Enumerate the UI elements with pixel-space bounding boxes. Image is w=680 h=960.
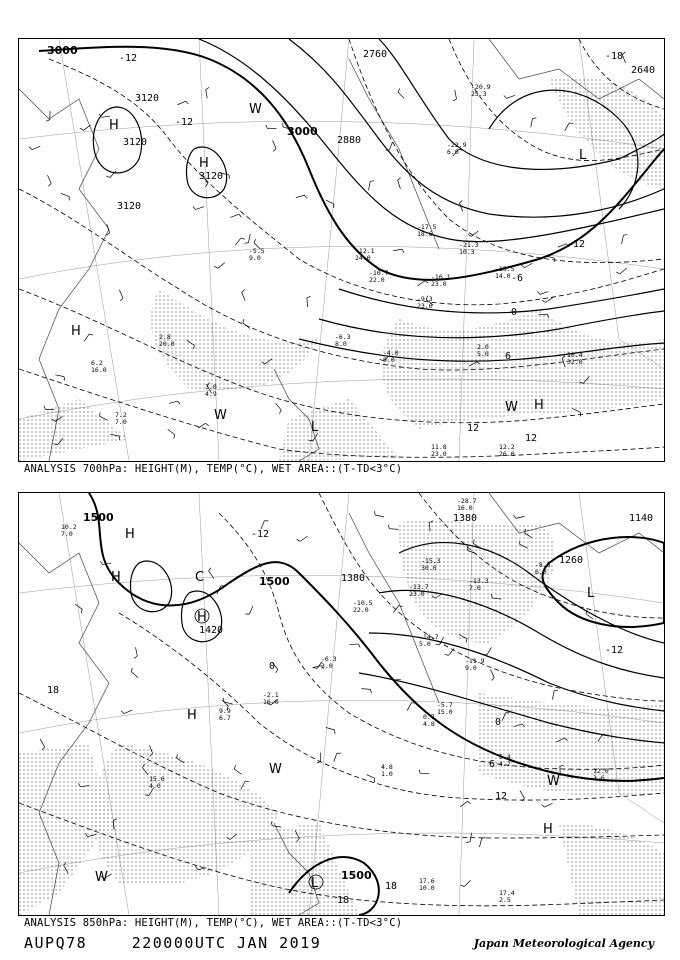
height-label: 3120 [199, 171, 224, 182]
temp-label: -12 [119, 53, 138, 64]
wind-barb-staff [490, 669, 494, 677]
wind-barb-staff [32, 146, 40, 149]
wind-barb-staff [464, 880, 470, 886]
wind-barb-feather [305, 195, 307, 198]
wind-barb-feather [459, 200, 462, 203]
station-dewpoint-depression: 24.0 [355, 254, 371, 262]
station-dewpoint-depression: 32.0 [567, 358, 583, 366]
station-dewpoint-depression: 25.3 [471, 90, 487, 98]
temp-label: 18 [337, 895, 350, 906]
station-dewpoint-depression: 9.0 [465, 664, 477, 672]
station-dewpoint-depression: 15.0 [437, 708, 453, 716]
wind-barb-feather [554, 258, 555, 262]
wind-barb-feather [276, 669, 278, 672]
station-temperature: -6.3 [335, 333, 351, 341]
station-dewpoint-depression: 4.8 [423, 720, 435, 728]
wind-barb-staff [168, 429, 175, 434]
height-label: 3000 [47, 44, 78, 57]
high-center-symbol: H [543, 822, 553, 837]
wind-barb-staff [544, 803, 552, 807]
station-dewpoint-depression: 16.0 [263, 698, 279, 706]
temp-label: 0 [511, 307, 518, 318]
wind-barb-feather [466, 842, 470, 843]
station-dewpoint-depression: 6.0 [535, 568, 547, 576]
wind-barb-feather [542, 300, 545, 302]
caption-700hpa: ANALYSIS 700hPa: HEIGHT(M), TEMP(°C), WET AREA::(T-TD<3°C) [24, 463, 403, 475]
wind-barb-staff [620, 268, 627, 274]
station-dewpoint-depression: 5.0 [419, 640, 431, 648]
station-dewpoint-depression: 8.0 [335, 340, 347, 348]
wind-barb-staff [375, 515, 384, 517]
station-temperature: -10.7 [369, 269, 389, 277]
height-label: 1420 [199, 625, 224, 636]
wind-barb-feather [467, 801, 470, 803]
wind-barb-staff [460, 801, 467, 806]
wind-barb-staff [83, 125, 90, 130]
wind-barb-staff [261, 521, 264, 529]
valid-time: 220000UTC JAN 2019 [131, 934, 322, 952]
station-temperature: -20.9 [471, 83, 491, 91]
high-center-symbol: H [109, 118, 119, 133]
station-dewpoint-depression: 1.0 [381, 770, 393, 778]
temp-label: 12 [467, 423, 480, 434]
wind-barb-feather [419, 770, 420, 774]
temp-label: 0 [495, 717, 502, 728]
wind-barb-feather [297, 539, 300, 541]
temp-label: -12 [175, 117, 194, 128]
wind-barb-feather [186, 101, 189, 104]
wind-barb-feather [193, 207, 196, 210]
wind-barb-staff [525, 263, 533, 267]
wind-barb-feather [134, 656, 137, 658]
temp-label: -6 [511, 273, 524, 284]
station-dewpoint-depression: 16.0 [91, 366, 107, 374]
temp-label: -12 [567, 239, 586, 250]
station-temperature: 15.6 [149, 775, 165, 783]
wind-barb-staff [552, 691, 554, 700]
station-temperature: 11.8 [431, 443, 447, 451]
wind-barb-feather [81, 609, 82, 613]
wind-barb-feather [100, 561, 102, 564]
wind-barb-feather [254, 239, 256, 243]
wind-barb-staff [393, 249, 402, 250]
station-temperature: -5.7 [437, 701, 453, 709]
station-dewpoint-depression: 30.0 [421, 564, 437, 572]
temp-label: 12 [495, 791, 508, 802]
high-center-symbol: H [71, 324, 81, 339]
wind-barb-feather [445, 654, 449, 655]
station-temperature: 17.6 [419, 877, 435, 885]
station-dewpoint-depression: 23.0 [431, 280, 447, 288]
station-dewpoint-depression: 26.0 [499, 450, 515, 458]
wind-barb-feather [317, 762, 321, 763]
wind-barb-staff [389, 142, 392, 150]
wind-barb-feather [121, 711, 124, 714]
wind-barb-staff [273, 140, 276, 148]
station-temperature: -9.3 [417, 295, 433, 303]
station-temperature: -2.1 [263, 691, 279, 699]
wind-barb-feather [616, 272, 619, 274]
wind-barb-staff [243, 323, 250, 328]
station-temperature: 5.4 [499, 753, 511, 761]
station-dewpoint-depression: 2.5 [499, 896, 511, 904]
height-label: 1260 [559, 555, 584, 566]
wind-barb-staff [459, 203, 462, 211]
station-dewpoint-depression: 10.0 [419, 884, 435, 892]
wind-barb-feather [521, 265, 524, 268]
wind-barb-staff [206, 89, 208, 98]
wind-barb-feather [398, 88, 400, 92]
station-temperature: -6.3 [321, 655, 337, 663]
station-dewpoint-depression: 23.0 [409, 590, 425, 598]
station-dewpoint-depression: 18.6 [417, 230, 433, 238]
cold-center-symbol: C [195, 570, 205, 585]
weather-map-850hpa [19, 493, 664, 915]
wind-barb-staff [300, 536, 307, 541]
station-temperature: 9.9 [219, 707, 231, 715]
wind-barb-staff [622, 235, 624, 244]
wind-barb-staff [418, 281, 425, 286]
wind-barb-feather [514, 515, 516, 518]
station-temperature: -8.5 [535, 561, 551, 569]
high-center-symbol: H [534, 398, 544, 413]
wind-barb-feather [266, 125, 268, 129]
warm-symbol: W [249, 102, 262, 117]
station-dewpoint-depression: 22.0 [353, 606, 369, 614]
warm-symbol: W [547, 774, 560, 789]
wind-barb-staff [540, 292, 549, 295]
height-label: 2760 [363, 49, 388, 60]
wind-barb-feather [243, 319, 244, 323]
wind-barb-staff [218, 263, 225, 269]
station-temperature: 0.7 [423, 713, 435, 721]
wind-barb-staff [487, 647, 492, 655]
wind-barb-feather [174, 435, 175, 439]
wind-barb-staff [516, 516, 525, 518]
warm-symbol: W [214, 408, 227, 423]
wind-barb-feather [554, 690, 558, 691]
wind-barb-feather [425, 281, 428, 283]
wind-barb-staff [75, 604, 82, 609]
station-dewpoint-depression: 9.0 [249, 254, 261, 262]
station-dewpoint-depression: 7.0 [469, 584, 481, 592]
wind-barb-feather [89, 334, 93, 335]
wind-barb-staff [407, 703, 411, 711]
station-temperature: 17.4 [499, 889, 515, 897]
wind-barb-staff [393, 606, 399, 613]
wind-barb-staff [124, 710, 132, 714]
station-dewpoint-depression: 10.3 [459, 248, 475, 256]
height-label: 2640 [631, 65, 656, 76]
caption-850hpa: ANALYSIS 850hPa: HEIGHT(M), TEMP(°C), WET AREA::(T-TD<3°C) [24, 917, 403, 929]
height-label: 1380 [453, 513, 478, 524]
wind-barb-staff [480, 838, 482, 847]
wind-barb-feather [461, 885, 465, 887]
wind-barb-feather [242, 290, 245, 293]
station-dewpoint-depression: 4.9 [205, 390, 217, 398]
wind-barb-feather [402, 249, 404, 252]
station-temperature: 2.0 [477, 343, 489, 351]
low-center-symbol: L [311, 876, 319, 891]
station-temperature: -17.5 [417, 223, 437, 231]
wind-barb-staff [471, 231, 478, 237]
wind-barb-feather [623, 235, 627, 236]
wind-barb-feather [398, 178, 401, 181]
wind-barb-feather [245, 243, 249, 244]
height-label: 3120 [135, 93, 160, 104]
weather-map-700hpa [19, 39, 664, 461]
station-temperature: -4.0 [383, 349, 399, 357]
wind-barb-staff [326, 200, 334, 204]
wind-barb-staff [248, 234, 250, 243]
station-temperature: -28.7 [457, 497, 477, 505]
wind-barb-staff [276, 403, 282, 410]
high-center-symbol: H [197, 610, 207, 625]
temp-label: 18 [47, 685, 60, 696]
wind-barb-staff [334, 753, 337, 761]
temp-label: 18 [385, 881, 398, 892]
wind-barb-staff [119, 290, 123, 298]
warm-symbol: W [269, 762, 282, 777]
wind-barb-staff [369, 181, 371, 190]
high-center-symbol: H [199, 156, 209, 171]
product-code: AUPQ78 [24, 934, 88, 952]
height-label: 3120 [117, 201, 142, 212]
wind-barb-staff [398, 92, 404, 98]
wind-barb-staff [307, 298, 308, 307]
wind-barb-feather [131, 668, 132, 672]
wind-barb-feather [209, 568, 211, 571]
wind-barb-staff [169, 401, 178, 403]
wind-barb-feather [49, 183, 52, 186]
wind-barb-feather [542, 804, 545, 807]
wind-barb-feather [106, 176, 110, 177]
wind-barb-staff [448, 649, 454, 656]
warm-symbol: W [505, 400, 518, 415]
low-center-symbol: L [587, 586, 595, 601]
wind-barb-staff [234, 769, 241, 774]
wind-barb-staff [349, 644, 358, 645]
warm-symbol: W [95, 870, 108, 885]
wind-barb-staff [565, 123, 570, 131]
station-dewpoint-depression: 14.0 [495, 272, 511, 280]
chart-panel-850hpa [18, 492, 665, 916]
product-header [24, 934, 355, 952]
wind-barb-feather [453, 99, 456, 101]
wind-barb-feather [532, 118, 536, 119]
wind-barb-staff [47, 175, 51, 183]
station-dewpoint-depression: 7.0 [61, 530, 73, 538]
station-dewpoint-depression: 23.0 [417, 302, 433, 310]
station-dewpoint-depression: 7.0 [115, 418, 127, 426]
height-label: 3000 [287, 125, 318, 138]
station-temperature: 7.2 [115, 411, 127, 419]
wind-barb-feather [307, 296, 311, 298]
height-label: 1380 [341, 573, 366, 584]
wind-barb-feather [388, 525, 389, 529]
station-dewpoint-depression: 6.7 [219, 714, 231, 722]
wind-barb-staff [84, 334, 89, 341]
wind-barb-feather [234, 765, 235, 769]
wind-barb-staff [272, 826, 281, 827]
wind-barb-feather [370, 181, 374, 182]
height-labels [47, 44, 655, 212]
wind-barb-staff [389, 529, 398, 530]
station-temperature: 4.8 [381, 763, 393, 771]
wind-barb-staff [296, 195, 305, 197]
wind-barb-feather [29, 147, 32, 150]
height-label: 1140 [629, 513, 654, 524]
low-center-symbol: L [579, 148, 587, 163]
station-temperature: 3.0 [205, 383, 217, 391]
station-temperature: 12.0 [593, 767, 609, 775]
station-temperature: -11.9 [465, 657, 485, 665]
wind-barb-staff [136, 647, 138, 656]
station-dewpoint-depression: 16.0 [457, 504, 473, 512]
wind-barb-staff [439, 637, 443, 645]
wind-barb-feather [80, 128, 83, 130]
station-temperature: -22.9 [447, 141, 467, 149]
wind-barb-staff [195, 207, 203, 210]
low-center-symbol: L [311, 420, 319, 435]
station-dewpoint-depression: 4.7 [499, 760, 511, 768]
wind-barb-feather [370, 689, 371, 693]
height-label: 1500 [83, 511, 114, 524]
wind-barb-feather [229, 175, 230, 179]
height-label: 1500 [341, 869, 372, 882]
station-dewpoint-depression: 4.0 [149, 782, 161, 790]
wind-barb-staff [40, 739, 45, 747]
wind-barb-staff [455, 90, 457, 99]
wind-barb-staff [107, 224, 110, 233]
station-temperature: -10.5 [353, 599, 373, 607]
station-temperature: 10.4 [567, 351, 583, 359]
station-temperature: 6.2 [91, 359, 103, 367]
station-temperature: -13.3 [469, 577, 489, 585]
high-center-symbol: H [125, 527, 135, 542]
station-temperature: -15.5 [495, 265, 515, 273]
wind-barb-feather [44, 406, 45, 410]
wind-barb-feather [468, 234, 471, 236]
wind-barb-feather [537, 291, 540, 294]
wind-barb-staff [242, 292, 245, 300]
station-temperature: -13.7 [409, 583, 429, 591]
temp-label: -12 [605, 645, 624, 656]
wind-barb-feather [375, 511, 376, 515]
wind-barb-feather [358, 644, 360, 648]
high-center-symbol: H [187, 708, 197, 723]
temp-label: 0 [269, 661, 276, 672]
wind-barb-staff [249, 606, 253, 614]
station-temperature: 10.2 [61, 523, 77, 531]
wind-barb-feather [241, 238, 245, 239]
temp-label: 6 [489, 759, 496, 770]
height-label: 2880 [337, 135, 362, 146]
station-temperature: 12.2 [499, 443, 515, 451]
wind-barb-staff [506, 95, 514, 98]
wind-barb-feather [279, 410, 281, 414]
station-dewpoint-depression: 22.0 [369, 276, 385, 284]
temp-label: -12 [251, 529, 270, 540]
station-temperature: -16.1 [431, 273, 451, 281]
wind-barb-feather [239, 214, 242, 217]
wind-barb-feather [504, 95, 507, 98]
station-temperature: -21.3 [459, 241, 479, 249]
high-center-symbol: H [111, 570, 121, 585]
wind-barb-staff [520, 790, 525, 798]
wind-barb-feather [64, 377, 65, 381]
wind-barb-staff [61, 193, 69, 196]
wind-barb-staff [55, 375, 64, 377]
station-temperature: 2.8 [159, 333, 171, 341]
wind-barb-staff [177, 101, 185, 105]
station-temperature: -14.7 [419, 633, 439, 641]
temp-label: 12 [525, 433, 538, 444]
station-temperature: -5.5 [249, 247, 265, 255]
station-dewpoint-depression: 9.0 [383, 356, 395, 364]
agency-credit: Japan Meteorological Agency [473, 937, 654, 950]
wind-barb-feather [178, 401, 180, 404]
station-temperature: -12.1 [355, 247, 375, 255]
wind-barb-feather [206, 87, 209, 89]
wind-barb-feather [214, 266, 217, 268]
wind-barb-feather [313, 667, 317, 668]
station-dewpoint-depression: 3.0 [321, 662, 333, 670]
wind-barb-staff [326, 727, 335, 730]
station-dewpoint-depression: 23.0 [431, 450, 447, 458]
height-label: 1500 [259, 575, 290, 588]
wind-barb-staff [235, 238, 241, 245]
station-dewpoint-depression: 6.0 [447, 148, 459, 156]
wind-barb-staff [230, 214, 238, 217]
wind-barb-staff [131, 672, 138, 678]
station-temperature: -15.3 [421, 557, 441, 565]
wind-barb-staff [531, 118, 533, 127]
wind-barb-staff [198, 423, 206, 428]
chart-panel-700hpa [18, 38, 665, 462]
wind-barb-staff [398, 180, 401, 189]
wind-barb-feather [46, 120, 50, 121]
wind-barb-feather [273, 149, 276, 152]
station-dewpoint-depression: 5.0 [477, 350, 489, 358]
wind-barb-feather [492, 678, 495, 681]
wind-barb-feather [120, 298, 123, 301]
station-dewpoint-depression: 3.6 [593, 774, 605, 782]
station-dewpoint-depression: 20.0 [159, 340, 175, 348]
wind-barb-staff [366, 775, 374, 779]
temp-label: -18 [605, 51, 624, 62]
height-label: 3120 [123, 137, 148, 148]
wind-barb-staff [361, 689, 370, 690]
temp-label: 6 [505, 351, 512, 362]
wind-barb-feather [206, 423, 209, 425]
